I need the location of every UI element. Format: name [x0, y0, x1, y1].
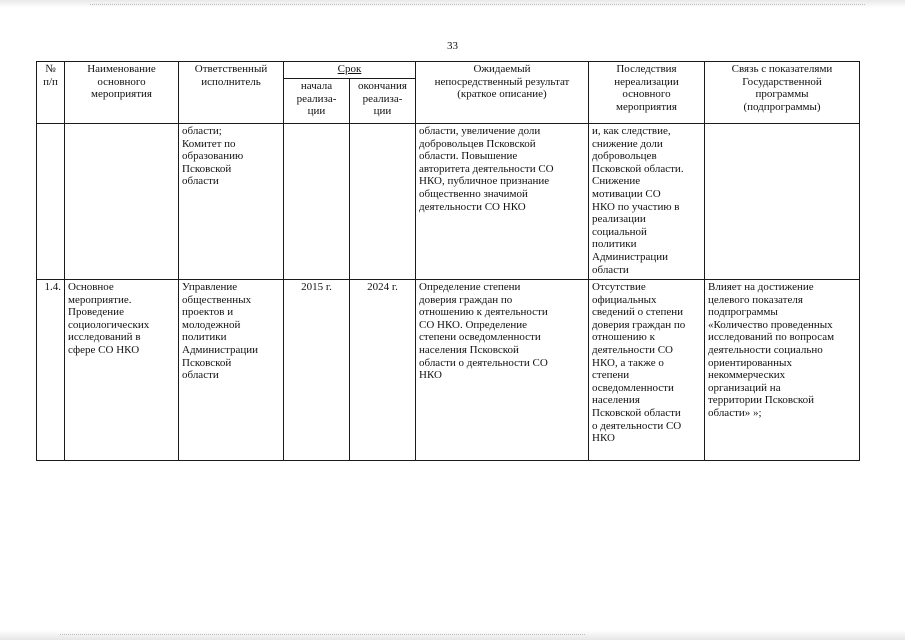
- cell-num: [37, 124, 65, 280]
- cell-executor-text: области; Комитет по образованию Псковской области: [182, 125, 244, 188]
- header-num-label: № п/п: [43, 63, 58, 88]
- header-term-start-label: начала реализа- ции: [296, 80, 337, 118]
- cell-name: [65, 124, 179, 280]
- cell-expected: [416, 124, 589, 280]
- cell-consequences: [589, 124, 705, 280]
- cell-start: [284, 124, 350, 280]
- header-expected: [416, 62, 589, 124]
- header-link: [705, 62, 860, 124]
- cell-end: [350, 280, 416, 461]
- header-expected-label: Ожидаемый непосредственный результат (краткое описание): [434, 63, 570, 101]
- header-num: [37, 62, 65, 124]
- header-term: [284, 62, 416, 79]
- header-executor: [179, 62, 284, 124]
- cell-expected-text: области, увеличение доли добровольцев Псковской области. Повышение авторитета деятельности СО НКО, публичное признание общественно значимой деятельности СО НКО: [419, 125, 554, 213]
- header-term-start: [284, 79, 350, 124]
- cell-name-text: Основное мероприятие. Проведение социологических исследований в сфере СО НКО: [68, 281, 150, 356]
- cell-consequences-text: и, как следствие, снижение доли добровольцев Псковской области. Снижение мотивации СО НКО по участию в реализации социальной политики Администрации области: [592, 125, 684, 276]
- header-consequences-label: Последствия нереализации основного мероприятия: [614, 63, 679, 113]
- header-consequences: [589, 62, 705, 124]
- cell-end: [350, 124, 416, 280]
- header-name: [65, 62, 179, 124]
- scan-top-edge: [0, 0, 905, 8]
- cell-executor-text: Управление общественных проектов и молодежной политики Администрации Псковской области: [182, 281, 259, 382]
- cell-expected-text: Определение степени доверия граждан по отношению к деятельности СО НКО. Определение степени осведомленности населения Псковской области о деятельности СО НКО: [419, 281, 548, 382]
- header-term-label: Срок: [337, 63, 362, 75]
- cell-num: [37, 280, 65, 461]
- cell-start: [284, 280, 350, 461]
- cell-start-text: 2015 г.: [301, 281, 332, 293]
- table-row: [37, 280, 860, 461]
- table-row: [37, 124, 860, 280]
- header-term-end-label: окончания реализа- ции: [358, 80, 407, 118]
- cell-link-text: Влияет на достижение целевого показателя подпрограммы «Количество проведенных исследований по вопросам деятельности социально ориентированных некоммерческих организаций на территории Псковской области» »;: [708, 281, 835, 419]
- cell-expected: [416, 280, 589, 461]
- cell-name: [65, 280, 179, 461]
- cell-link: [705, 124, 860, 280]
- measures-table: [36, 61, 860, 461]
- header-term-end: [350, 79, 416, 124]
- cell-consequences: [589, 280, 705, 461]
- header-link-label: Связь с показателями Государственной программы (подпрограммы): [731, 63, 833, 113]
- scan-bottom-edge: [0, 630, 905, 640]
- cell-consequences-text: Отсутствие официальных сведений о степени доверия граждан по отношению к деятельности СО НКО, а также о степени осведомленности населения Псковской области о деятельности СО НКО: [592, 281, 686, 445]
- cell-executor: [179, 124, 284, 280]
- cell-num-text: 1.4.: [44, 281, 61, 293]
- cell-link: [705, 280, 860, 461]
- header-executor-label: Ответственный исполнитель: [194, 63, 268, 88]
- cell-end-text: 2024 г.: [367, 281, 398, 293]
- page-number: 33: [447, 40, 458, 52]
- cell-executor: [179, 280, 284, 461]
- header-name-label: Наименование основного мероприятия: [87, 63, 156, 101]
